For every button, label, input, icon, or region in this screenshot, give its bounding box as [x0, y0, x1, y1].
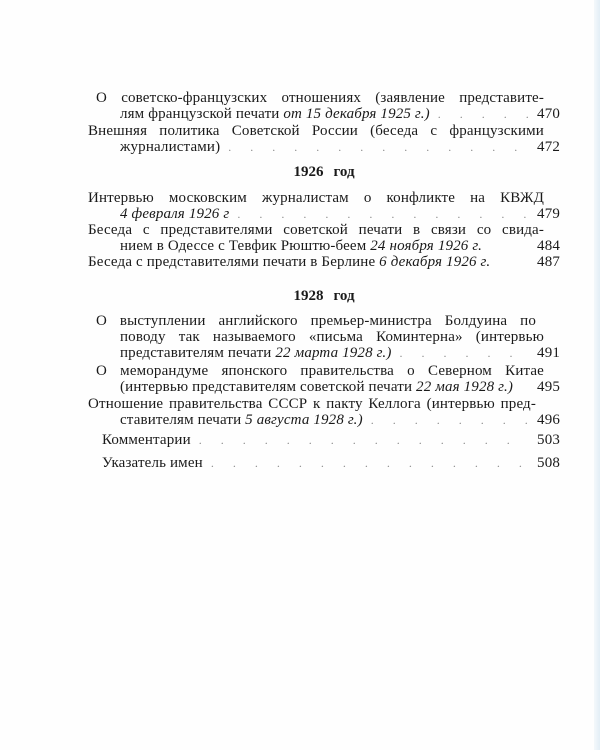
- leader-dots: [237, 206, 528, 222]
- entry-title-line: О советско-французских отношениях (заявление представите-: [96, 90, 544, 106]
- entry-title-line: нием в Одессе с Тевфик Рюштю-беем: [120, 238, 367, 254]
- entry-date: 6 декабря 1926 г.: [379, 254, 491, 270]
- page-number: 487: [537, 254, 560, 270]
- toc-entry[interactable]: [88, 313, 560, 361]
- toc-entry[interactable]: [88, 396, 560, 428]
- entry-date: 22 марта 1928 г.): [275, 345, 392, 361]
- toc-entry-name-index[interactable]: [88, 455, 560, 471]
- page-number: 495: [537, 379, 560, 395]
- entry-title-line: поводу так называемого «письма Коминтерна» (интервью: [120, 329, 544, 345]
- page-number: 491: [537, 345, 560, 361]
- entry-title-line: представителям печати: [120, 345, 272, 361]
- leader-dots: [371, 412, 528, 428]
- entry-title-line: Комментарии: [102, 432, 191, 448]
- leader-dots: [228, 139, 528, 155]
- entry-date: 22 мая 1928 г.): [416, 379, 513, 395]
- year-heading-1926: 1926 год: [293, 164, 355, 180]
- year-heading-1928: 1928 год: [293, 288, 355, 304]
- toc-entry[interactable]: [88, 222, 560, 254]
- entry-title-line: Указатель имен: [102, 455, 203, 471]
- page-number: 508: [537, 455, 560, 471]
- entry-date: 5 августа 1928 г.): [245, 412, 363, 428]
- entry-title-line: Интервью московским журналистам о конфликте на КВЖД: [88, 190, 544, 206]
- toc-entry[interactable]: [88, 90, 560, 122]
- page-number: 470: [537, 106, 560, 122]
- page-number: 503: [537, 432, 560, 448]
- leader-dots: [199, 432, 528, 448]
- leader-dots: [211, 455, 528, 471]
- page-number: 484: [537, 238, 560, 254]
- entry-date: от 15 декабря 1925 г.): [283, 106, 430, 122]
- entry-date: 4 февраля 1926 г: [120, 206, 230, 222]
- page-number: 472: [537, 139, 560, 155]
- toc-entry[interactable]: [88, 363, 560, 395]
- entry-title-line: Беседа с представителями печати в Берлине: [88, 254, 376, 270]
- toc-entry[interactable]: [88, 254, 560, 270]
- entry-title-line: Беседа с представителями советской печати в связи со свида-: [88, 222, 544, 238]
- entry-title-line: О выступлении английского премьер-министра Болдуина по: [96, 313, 536, 329]
- entry-title-line: журналистами): [120, 139, 221, 155]
- entry-date: 24 ноября 1926 г.: [370, 238, 483, 254]
- entry-title-line: (интервью представителям советской печати: [120, 379, 413, 395]
- leader-dots: [399, 345, 528, 361]
- toc-entry-comments[interactable]: [88, 432, 560, 448]
- entry-title-line: О меморандуме японского правительства о Северном Китае: [96, 363, 544, 379]
- entry-title-line: Отношение правительства СССР к пакту Келлога (интервью пред-: [88, 396, 536, 412]
- toc-entry[interactable]: [88, 190, 560, 222]
- entry-title-line: лям французской печати: [120, 106, 280, 122]
- page-number: 479: [537, 206, 560, 222]
- page-edge: [594, 0, 600, 750]
- entry-title-line: ставителям печати: [120, 412, 242, 428]
- toc-entry[interactable]: [88, 123, 560, 155]
- leader-dots: [438, 106, 528, 122]
- entry-title-line: Внешняя политика Советской России (беседа с французскими: [88, 123, 544, 139]
- page-number: 496: [537, 412, 560, 428]
